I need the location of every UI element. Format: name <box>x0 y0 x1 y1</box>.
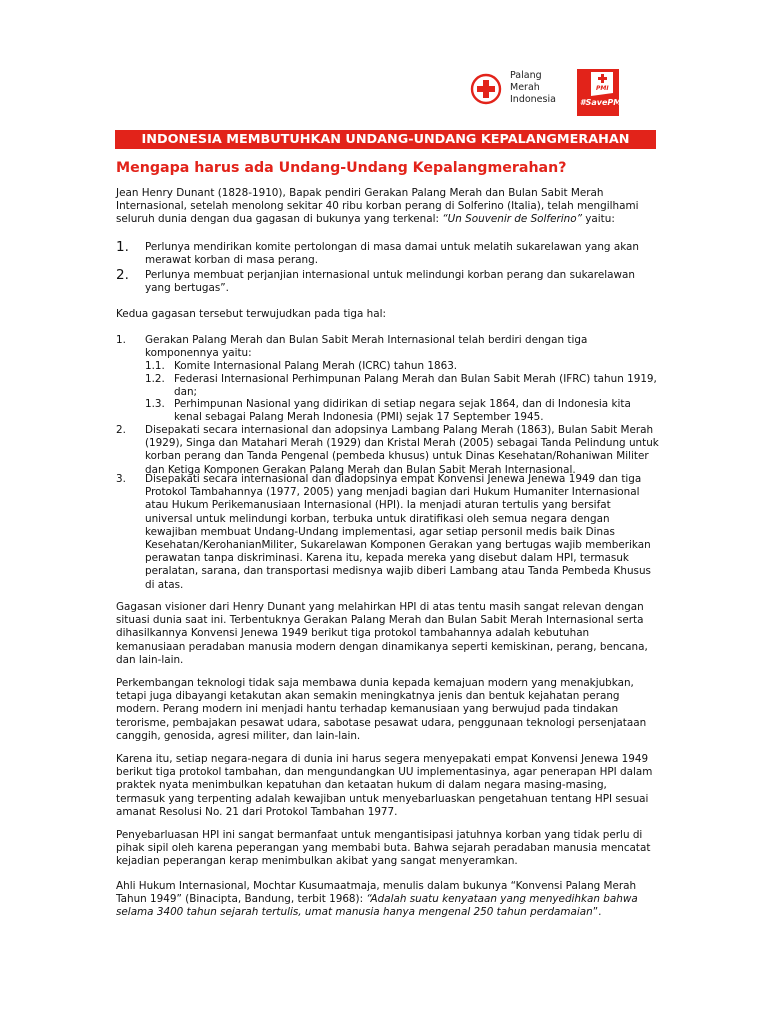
red-cross-icon <box>470 73 502 105</box>
intro-paragraph <box>116 187 656 227</box>
idea-number-1: 1. <box>116 239 129 255</box>
logo-text <box>510 70 556 106</box>
save-pmi-logo <box>577 69 625 116</box>
save-pmi-label: #SavePMI <box>580 98 625 107</box>
realized-text-3: Disepakati secara internasional dan diadopsinya empat Konvensi Jenewa Jenewa 1949 dan tiga Protokol Tambahannya (1977, 2005) yang menjadi bagian dari Hukum Humaniter Internasional atau Hukum Perikemanusiaan Internasional (HPI). Ia menjadi aturan tertulis yang bersifat universal untuk melindungi korban, terbuka untuk diratifikasi oleh semua negara dengan kewajiban membuat Undang-Undang implementasi, agar setiap personil medis baik Dinas Kesehatan/KerohanianMiliter, Sukarelawan Komponen Gerakan yang bertugas wajib memberikan perawatan tanpa diskriminasi. Karena itu, kepada mereka yang disebut dalam HPI, termasuk peralatan, sarana, dan transportasi medisnya wajib diberi Lambang atau Tanda Pembeda Khusus di atas. <box>145 473 651 591</box>
sub-number-1-3: 1.3. <box>145 398 165 410</box>
pmi-label: PMI <box>596 85 609 92</box>
realized-intro: Kedua gagasan tersebut terwujudkan pada tiga hal: <box>116 308 387 320</box>
sub-text-1-1: Komite Internasional Palang Merah (ICRC) tahun 1863. <box>174 360 458 372</box>
sub-number-1-2: 1.2. <box>145 373 165 385</box>
title-banner: INDONESIA MEMBUTUHKAN UNDANG-UNDANG KEPALANGMERAHAN <box>115 130 656 149</box>
sub-number-1-1: 1.1. <box>145 360 165 372</box>
realized-text-1: Gerakan Palang Merah dan Bulan Sabit Merah Internasional telah berdiri dengan tiga komponennya yaitu: <box>145 334 588 360</box>
realized-text-2: Disepakati secara internasional dan adopsinya Lambang Palang Merah (1863), Bulan Sabit Merah (1929), Singa dan Matahari Merah (1929) dan Kristal Merah (2005) sebagai Tanda Pelindung untuk korban perang dan Tanda Pengenal (pembeda khusus) untuk Dinas Kesehatan/Rohaniwan Militer dan Ketiga Komponen Gerakan Palang Merah dan Bulan Sabit Merah Internasional. <box>145 424 659 476</box>
paragraph-2: Perkembangan teknologi tidak saja membawa dunia kepada kemajuan modern yang menakjubkan, tetapi juga dibayangi ketakutan akan semakin meningkatnya jenis dan bentuk kejahatan perang modern. Perang modern ini menjadi hantu terhadap kemanusiaan yang berwujud pada tindakan terorisme, pembajakan pesawat udara, sabotase pesawat udara, penggunaan teknologi persenjataan canggih, genosida, agresi militer, dan lain-lain. <box>116 677 647 742</box>
sub-text-1-3: Perhimpunan Nasional yang didirikan di setiap negara sejak 1864, dan di Indonesia kita kenal sebagai Palang Merah Indonesia (PMI) sejak 17 September 1945. <box>174 398 631 424</box>
paragraph-5 <box>116 880 656 920</box>
idea-text-2: Perlunya membuat perjanjian internasional untuk melindungi korban perang dan sukarelawan yang bertugas”. <box>145 269 635 295</box>
p5-tail: ”. <box>592 906 602 919</box>
pmi-logo <box>470 70 570 110</box>
intro-tail: yaitu: <box>581 213 615 226</box>
idea-number-2: 2. <box>116 267 129 283</box>
realized-number-2: 2. <box>116 424 126 436</box>
paragraph-3: Karena itu, setiap negara-negara di dunia ini harus segera menyepakati empat Konvensi Jenewa 1949 berikut tiga protokol tambahan, dan mengundangkan UU implementasinya, agar penerapan HPI dalam praktek nyata menimbulkan kepatuhan dan ketaatan hukum di dalam negara masing-masing, termasuk yang terpenting adalah kewajiban untuk menyebarluaskan pengetahuan tentang HPI sesuai amanat Resolusi No. 21 dari Protokol Tambahan 1977. <box>116 753 653 818</box>
intro-lead: Jean Henry Dunant (1828-1910), Bapak pendiri Gerakan Palang Merah dan Bulan Sabit Merah Internasional, setelah menolong sekitar 40 ribu korban perang di Solferino (Italia), telah mengilhami seluruh dunia dengan dua gagasan di bukunya yang terkenal: <box>116 187 639 226</box>
paragraph-1: Gagasan visioner dari Henry Dunant yang melahirkan HPI di atas tentu masih sangat relevan dengan situasi dunia saat ini. Terbentuknya Gerakan Palang Merah dan Bulan Sabit Merah Internasional serta dihasilkannya Konvensi Jenewa 1949 berikut tiga protokol tambahannya adalah kebutuhan kemanusiaan peradaban manusia modern dengan dinamikanya seperti kemiskinan, perang, bencana, dan lain-lain. <box>116 601 648 666</box>
realized-number-1: 1. <box>116 334 126 346</box>
section-subtitle: Mengapa harus ada Undang-Undang Kepalangmerahan? <box>116 160 567 176</box>
p5-quote: “Adalah suatu kenyataan yang menyedihkan bahwa selama 3400 tahun sejarah tertulis, umat manusia hanya mengenal 250 tahun perdamaian <box>116 893 638 919</box>
p5-lead: Ahli Hukum Internasional, Mochtar Kusumaatmaja, menulis dalam bukunya “Konvensi Palang Merah Tahun 1949” (Binacipta, Bandung, terbit 1968): <box>116 880 637 906</box>
sub-text-1-2: Federasi Internasional Perhimpunan Palang Merah dan Bulan Sabit Merah (IFRC) tahun 1919, dan; <box>174 373 657 399</box>
logo-line-3: Indonesia <box>510 94 556 105</box>
idea-text-1: Perlunya mendirikan komite pertolongan di masa damai untuk melatih sukarelawan yang akan merawat korban di masa perang. <box>145 241 639 267</box>
book-title: “Un Souvenir de Solferino” <box>442 213 582 226</box>
realized-number-3: 3. <box>116 473 126 485</box>
logo-line-1: Palang <box>510 70 542 81</box>
pmi-flag-icon <box>577 69 619 99</box>
logo-line-2: Merah <box>510 82 540 93</box>
paragraph-4: Penyebarluasan HPI ini sangat bermanfaat untuk mengantisipasi jatuhnya korban yang tidak perlu di pihak sipil oleh karena peperangan yang membabi buta. Bahwa sejarah peradaban manusia mencatat kejadian peperangan kerap menimbulkan akibat yang sangat menyeramkan. <box>116 829 651 868</box>
